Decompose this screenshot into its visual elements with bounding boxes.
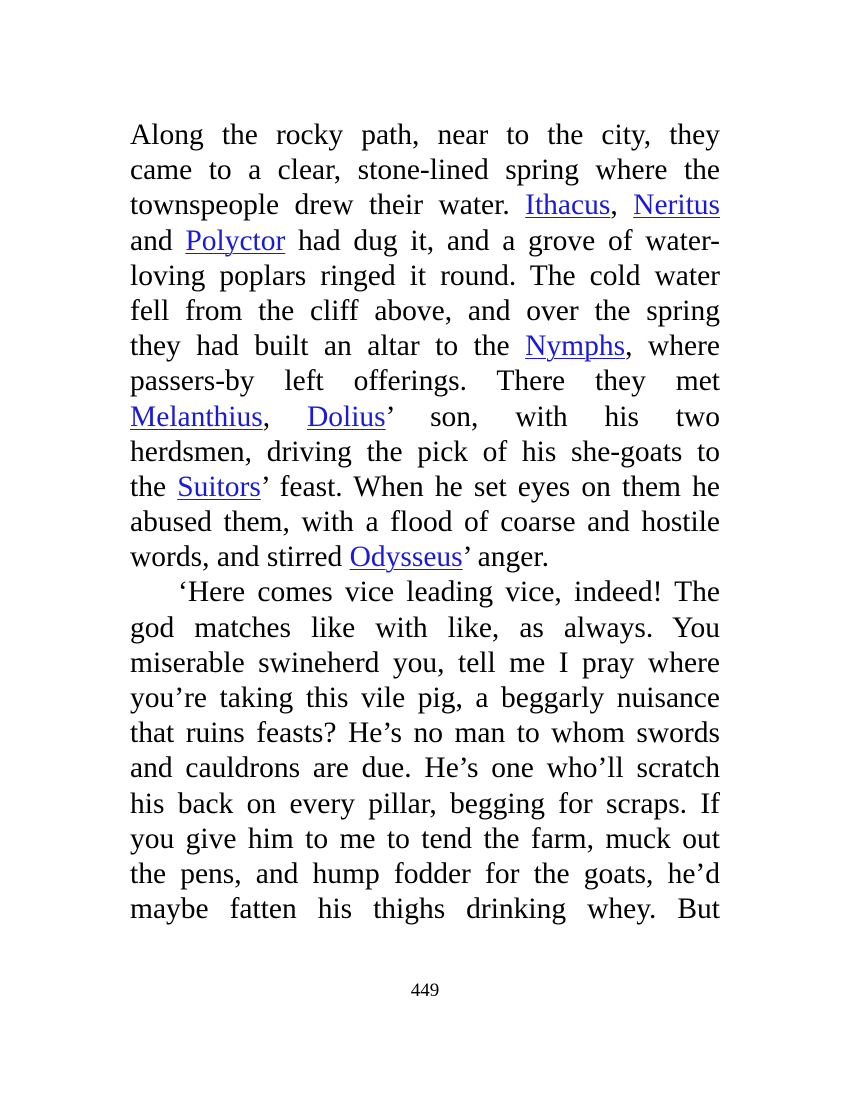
text-segment: ’ anger. (462, 541, 549, 574)
text-segment: and cauldrons are due. He’s one who’ll scratch (130, 752, 720, 785)
text-line (130, 646, 720, 681)
page-body (130, 118, 720, 927)
text-segment: herdsmen, driving the pick of his she-goats to (130, 435, 720, 468)
text-segment: came to a clear, stone-lined spring where the (130, 154, 720, 187)
text-segment: maybe fatten his thighs drinking whey. But (130, 893, 720, 926)
text-line (130, 505, 720, 540)
text-segment: fell from the cliff above, and over the spring (130, 294, 720, 327)
text-segment: , (262, 400, 307, 433)
text-line (130, 435, 720, 470)
link-polyctor[interactable]: Polyctor (185, 224, 286, 257)
text-segment: ’ feast. When he set eyes on them he (260, 470, 720, 503)
link-dolius[interactable]: Dolius (306, 400, 386, 433)
text-segment: had dug it, and a grove of water- (285, 224, 720, 257)
text-line (130, 540, 720, 575)
text-segment: , where (625, 330, 721, 363)
text-line (130, 364, 720, 399)
text-segment: the (130, 470, 178, 503)
text-line (130, 329, 720, 364)
text-segment: loving poplars ringed it round. The cold water (130, 259, 720, 292)
link-neritus[interactable]: Neritus (633, 189, 720, 222)
text-line (130, 294, 720, 329)
link-nymphs[interactable]: Nymphs (525, 330, 626, 363)
text-line (130, 400, 720, 435)
text-line (130, 118, 720, 153)
text-segment: the pens, and hump fodder for the goats, he’d (130, 857, 720, 890)
text-line (130, 751, 720, 786)
text-segment: words, and stirred (130, 541, 350, 574)
text-segment: you’re taking this vile pig, a beggarly nuisance (130, 682, 720, 714)
text-segment: , (610, 189, 634, 222)
text-line (130, 716, 720, 751)
text-line (130, 259, 720, 294)
text-segment: you give him to me to tend the farm, muck out (130, 822, 720, 855)
text-segment: his back on every pillar, begging for scraps. If (130, 787, 720, 820)
link-ithacus[interactable]: Ithacus (525, 189, 611, 222)
text-line (130, 892, 720, 927)
text-segment: ’ son, with his two (385, 400, 720, 433)
text-segment: Along the rocky path, near to the city, they (130, 119, 720, 151)
text-line (130, 188, 720, 223)
text-line (130, 857, 720, 892)
text-line (130, 224, 720, 259)
text-line (130, 470, 720, 505)
text-segment: god matches like with like, as always. You (130, 611, 720, 644)
text-segment: ‘Here comes vice leading vice, indeed! The (178, 576, 720, 609)
text-line (130, 575, 720, 610)
text-segment: that ruins feasts? He’s no man to whom swords (130, 717, 720, 750)
text-segment: abused them, with a flood of coarse and hostile (130, 506, 720, 539)
page-number: 449 (410, 980, 440, 1001)
text-line (130, 822, 720, 857)
text-line (130, 681, 720, 716)
link-suitors[interactable]: Suitors (177, 470, 261, 503)
text-segment: passers-by left offerings. There they met (130, 365, 720, 398)
link-melanthius[interactable]: Melanthius (130, 400, 263, 433)
text-segment: they had built an altar to the (130, 330, 526, 363)
text-segment: townspeople drew their water. (130, 189, 526, 222)
text-line (130, 787, 720, 822)
text-segment: miserable swineherd you, tell me I pray where (130, 646, 720, 679)
text-segment: and (130, 224, 186, 257)
text-line (130, 153, 720, 188)
link-odysseus[interactable]: Odysseus (349, 541, 463, 574)
text-line (130, 611, 720, 646)
